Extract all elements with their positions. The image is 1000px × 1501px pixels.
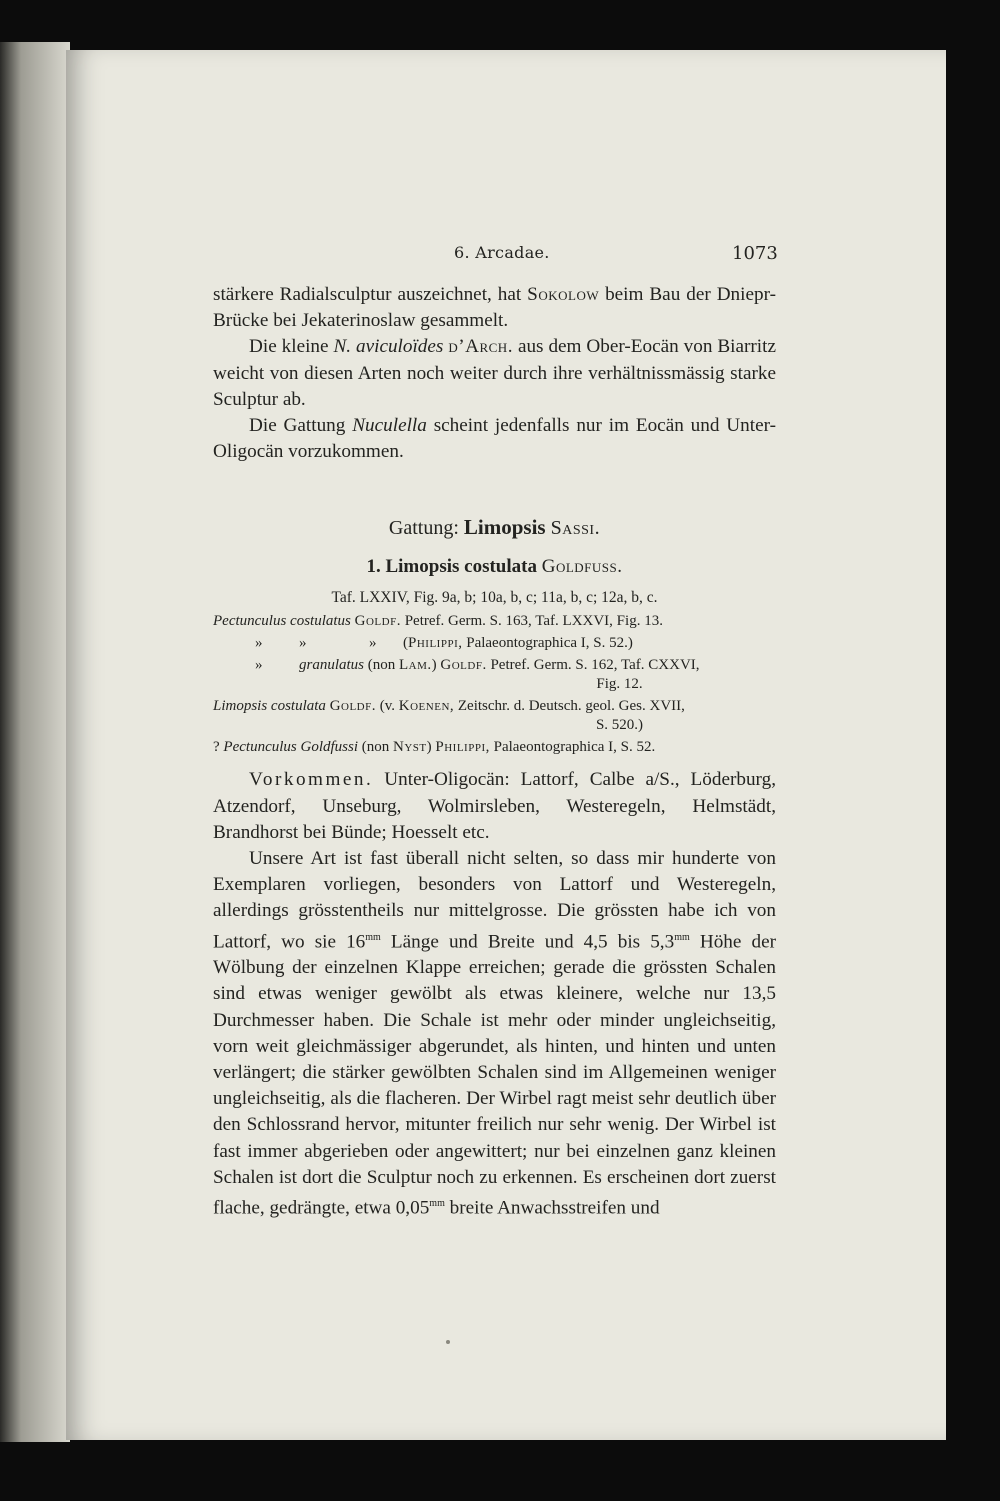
species-name: Limopsis costulata	[385, 556, 537, 578]
running-title: 6. Arcadae.	[454, 243, 550, 262]
species-name-aviculoides: N. aviculoïdes	[333, 336, 444, 358]
description-paragraph: Unsere Art ist fast überall nicht selten, so dass mir hunderte von Exemplaren vorliegen, besonders von Lattorf und Westeregeln, allerdings grösstentheils nur mittelgrosse. Die grössten habe ich von Lattorf, wo sie $16^{mm}$ Länge und Breite und 4,5 bis $5,3^{mm}$ Höhe der Wölbung der einzelnen Klappe erreichen; gerade die grössten Schalen sind etwas weniger gewölbt als etwas kleinere, welche nur 13,5 Durchmesser haben. Die Schale ist mehr oder minder ungleichseitig, vorn weit gleichmässiger abgerundet, als hinten, und hinten und unten verlängert; die stärker gewölbten Schalen sind im Allgemeinen weniger ungleichseitig, als die flacheren. Der Wirbel ragt meist sehr deutlich über den Schlossrand hervor, mitunter freilich nur sehr wenig. Der Wirbel ist fast immer abgerieben oder angewittert; nur bei einzelnen ganz kleinen Schalen ist dort die Sculptur noch zu erkennen. Es erscheinen dort zuerst flache, gedrängte, etwa $0,05^{mm}$ breite Anwachsstreifen und	[213, 848, 776, 1219]
facing-page-edge	[0, 42, 70, 1442]
genus-name-nuculella: Nuculella	[352, 415, 427, 437]
intro-paragraph-1: stärkere Radialsculptur auszeichnet, hat Sokolow beim Bau der Dniepr-Brücke bei Jekaterinoslaw gesammelt.	[213, 284, 776, 332]
species-heading: 1. Limopsis costulata Goldfuss.	[366, 556, 623, 578]
synonym-2: » » » (Philippi, Palaeontographica I, S. 52.)	[255, 635, 633, 652]
occurrence-label: Vorkommen.	[249, 769, 374, 791]
genus-author: Sassi.	[550, 517, 601, 540]
author-darch: d’Arch.	[448, 336, 513, 358]
intro-paragraph-2: Die kleine N. aviculoïdes d’Arch. aus dem Ober-Eocän von Biarritz weicht von diesen Arten noch weiter durch ihre verhältnissmässig starke Sculptur ab.	[213, 336, 776, 410]
page-number: 1073	[732, 243, 778, 264]
synonym-3: » granulatus (non Lam.) Goldf. Petref. Germ. S. 162, Taf. CXXVI, Fig. 12.	[255, 657, 700, 693]
plate-reference: Taf. LXXIV, Fig. 9a, b; 10a, b, c; 11a, b, c; 12a, b, c.	[331, 589, 658, 607]
occurrence-paragraph: Vorkommen. Unter-Oligocän: Lattorf, Calbe a/S., Löderburg, Atzendorf, Unseburg, Wolmirsleben, Westeregeln, Helmstädt, Brandhorst bei Bünde; Hoesselt etc.	[213, 769, 776, 843]
author-sokolow: Sokolow	[527, 284, 600, 305]
intro-paragraph-3: Die Gattung Nuculella scheint jedenfalls nur im Eocän und Unter-Oligocän vorzukommen.	[213, 415, 776, 463]
page-header	[66, 243, 946, 273]
genus-heading: Gattung: Limopsis Sassi.	[388, 515, 601, 540]
synonym-4: Limopsis costulata Goldf. (v. Koenen, Zeitschr. d. Deutsch. geol. Ges. XVII, S. 520.)	[213, 698, 685, 734]
species-author: Goldfuss.	[541, 556, 623, 578]
synonym-5: ? Pectunculus Goldfussi (non Nyst) Philippi, Palaeontographica I, S. 52.	[213, 739, 656, 756]
book-page	[66, 50, 946, 1440]
synonym-1: Pectunculus costulatus Goldf. Petref. Germ. S. 163, Taf. LXXVI, Fig. 13.	[213, 613, 663, 630]
text-block	[213, 282, 776, 1222]
paper-speck	[446, 1340, 450, 1344]
genus-name: Limopsis	[463, 515, 546, 540]
